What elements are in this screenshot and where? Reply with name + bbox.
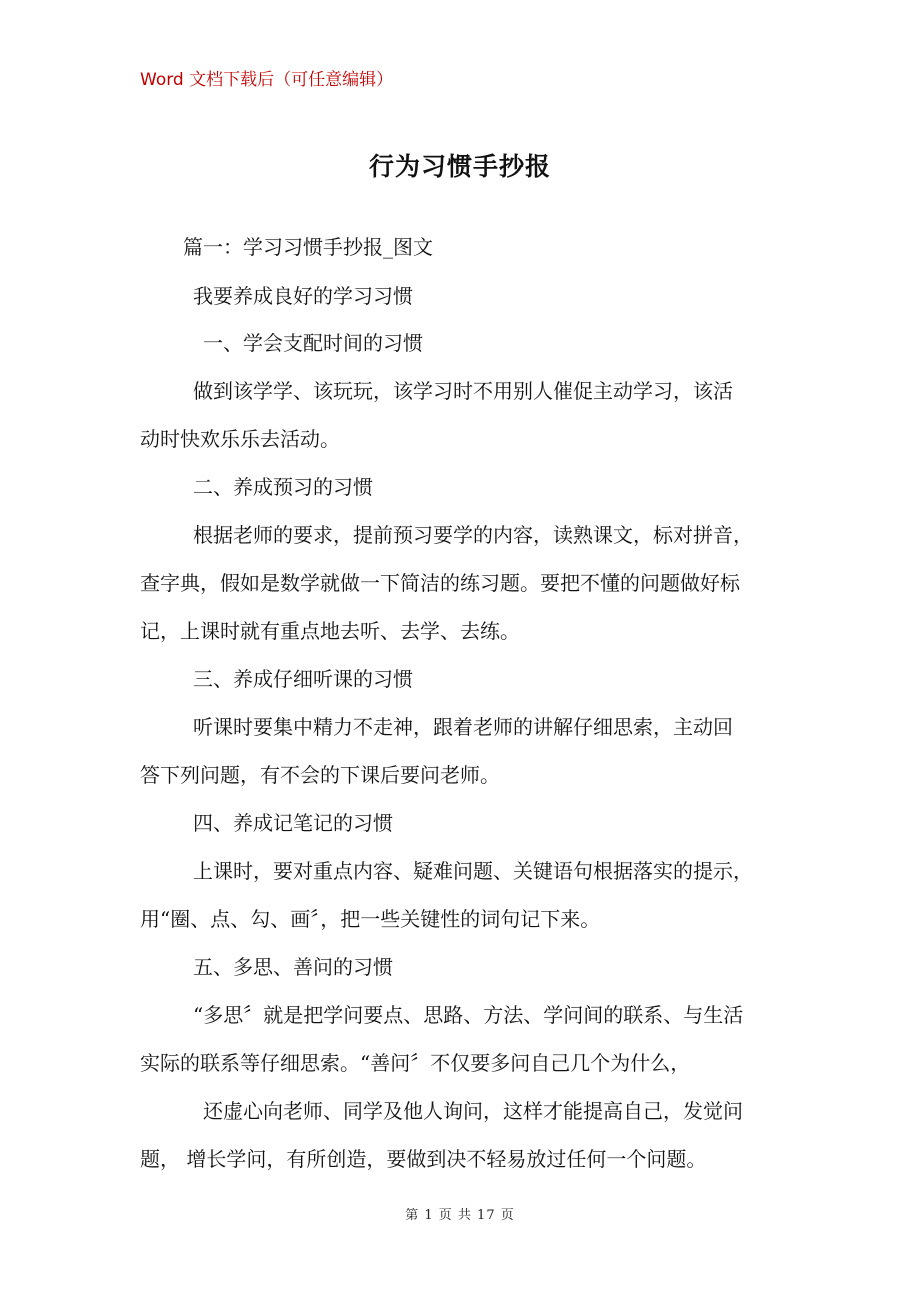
download-note: Word 文档下载后（可任意编辑） <box>140 70 394 90</box>
paragraph-line: “多思〞就是把学问要点、思路、方法、学问间的联系、与生活 <box>193 1003 744 1027</box>
section-heading: 篇一：学习习惯手抄报_图文 <box>183 235 433 259</box>
paragraph-line: 听课时要集中精力不走神，跟着老师的讲解仔细思索，主动回 <box>193 715 733 739</box>
subtitle: 我要养成良好的学习习惯 <box>193 284 413 308</box>
point-heading: 二、养成预习的习惯 <box>193 475 373 499</box>
paragraph-line: 题， 增长学问，有所创造，要做到决不轻易放过任何一个问题。 <box>140 1147 707 1171</box>
paragraph-line: 动时快欢乐乐去活动。 <box>140 427 340 451</box>
paragraph-line: 做到该学学、该玩玩，该学习时不用别人催促主动学习，该活 <box>193 379 733 403</box>
point-heading: 一、学会支配时间的习惯 <box>203 331 423 355</box>
paragraph-line: 用“圈、点、勾、画〞，把一些关键性的词句记下来。 <box>140 907 601 931</box>
paragraph-line: 答下列问题，有不会的下课后要问老师。 <box>140 763 500 787</box>
document-title: 行为习惯手抄报 <box>368 152 551 181</box>
paragraph-line: 记，上课时就有重点地去听、去学、去练。 <box>140 619 520 643</box>
point-heading: 四、养成记笔记的习惯 <box>193 811 393 835</box>
point-heading: 三、养成仔细听课的习惯 <box>193 667 413 691</box>
paragraph-line: 查字典，假如是数学就做一下简洁的练习题。要把不懂的问题做好标 <box>140 571 740 595</box>
paragraph-line: 根据老师的要求，提前预习要学的内容，读熟课文，标对拼音， <box>193 523 753 547</box>
paragraph-line: 实际的联系等仔细思索。“善问〞不仅要多问自己几个为什么， <box>140 1051 691 1075</box>
paragraph-line: 还虚心向老师、同学及他人询问，这样才能提高自己，发觉问 <box>203 1099 743 1123</box>
paragraph-line: 上课时，要对重点内容、疑难问题、关键语句根据落实的提示， <box>193 859 753 883</box>
page-footer: 第 1 页 共 17 页 <box>405 1208 515 1223</box>
point-heading: 五、多思、善问的习惯 <box>193 955 393 979</box>
